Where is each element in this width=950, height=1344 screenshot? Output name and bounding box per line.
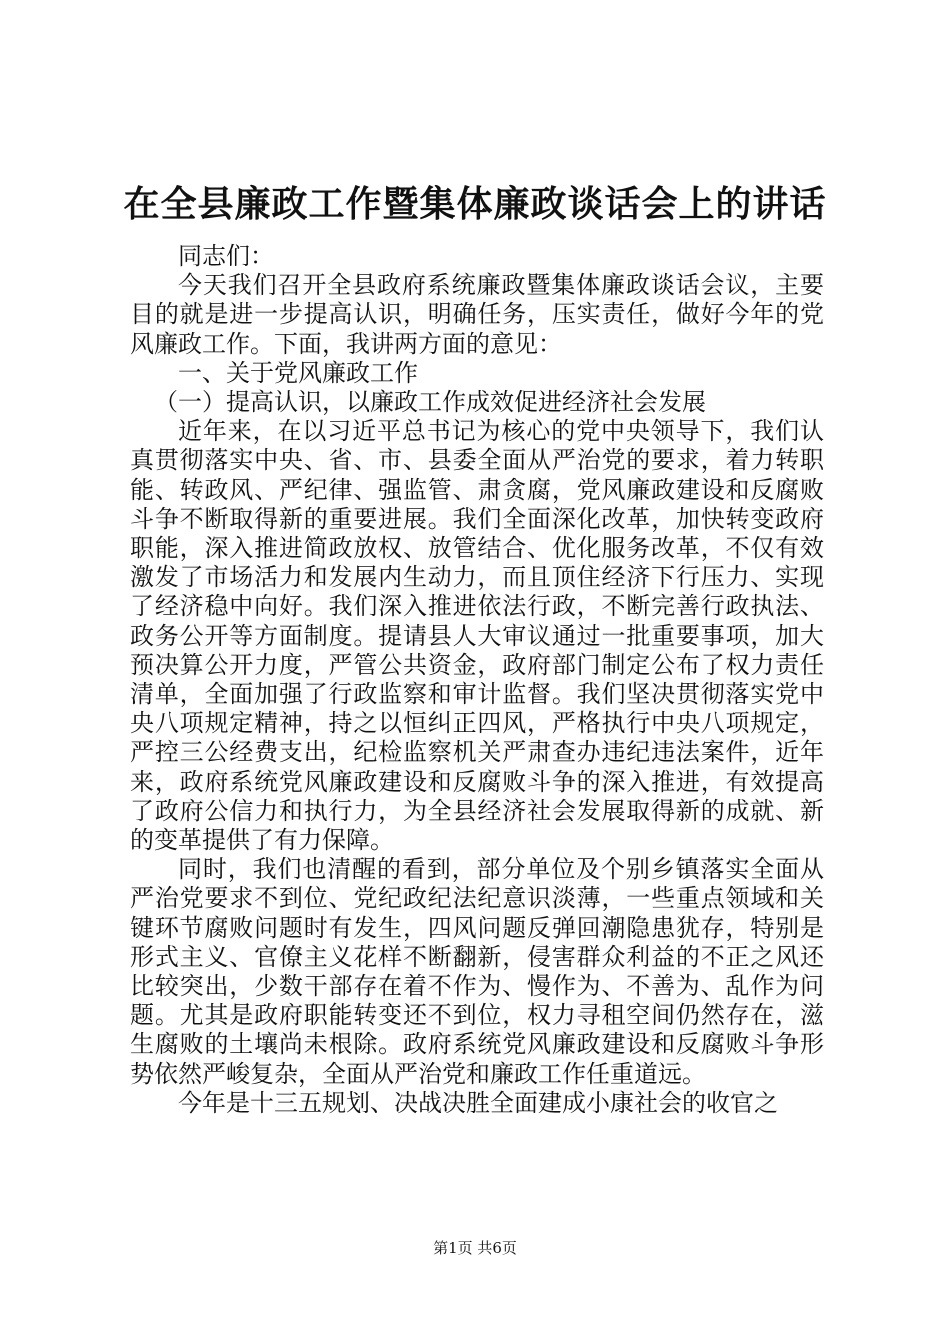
subsection-heading: （一）提高认识，以廉政工作成效促进经济社会发展: [154, 388, 706, 417]
paragraph-intro: 今天我们召开全县政府系统廉政暨集体廉政谈话会议，主要目的就是进一步提高认识，明确任务，压实责任，做好今年的党风廉政工作。下面，我讲两方面的意见：: [130, 271, 824, 358]
salutation: 同志们：: [178, 242, 274, 270]
section-heading: 一、关于党风廉政工作: [178, 358, 418, 387]
page-footer: 第1页 共6页: [433, 1239, 517, 1257]
paragraph-problems: 同时，我们也清醒的看到，部分单位及个别乡镇落实全面从严治党要求不到位、党纪政纪法纪意识淡薄，一些重点领域和关键环节腐败问题时有发生，四风问题反弹回潮隐患犹存，特别是形式主义、官僚主义花样不断翻新，侵害群众利益的不正之风还比较突出，少数干部存在着不作为、慢作为、不善为、乱作为问题。尤其是政府职能转变还不到位，权力寻租空间仍然存在，滋生腐败的土壤尚未根除。政府系统党风廉政建设和反腐败斗争形势依然严峻复杂，全面从严治党和廉政工作任重道远。: [130, 855, 824, 1088]
paragraph-this-year: 今年是十三五规划、决战决胜全面建成小康社会的收官之: [178, 1088, 778, 1117]
paragraph-achievements: 近年来，在以习近平总书记为核心的党中央领导下，我们认真贯彻落实中央、省、市、县委全面从严治党的要求，着力转职能、转政风、严纪律、强监管、肃贪腐，党风廉政建设和反腐败斗争不断取得新的重要进展。我们全面深化改革，加快转变政府职能，深入推进简政放权、放管结合、优化服务改革，不仅有效激发了市场活力和发展内生动力，而且顶住经济下行压力、实现了经济稳中向好。我们深入推进依法行政，不断完善行政执法、政务公开等方面制度。提请县人大审议通过一批重要事项，加大预决算公开力度，严管公共资金，政府部门制定公布了权力责任清单，全面加强了行政监察和审计监督。我们坚决贯彻落实党中央八项规定精神，持之以恒纠正四风，严格执行中央八项规定，严控三公经费支出，纪检监察机关严肃查办违纪违法案件，近年来，政府系统党风廉政建设和反腐败斗争的深入推进，有效提高了政府公信力和执行力，为全县经济社会发展取得新的成就、新的变革提供了有力保障。: [130, 417, 824, 855]
document-body: [130, 242, 824, 1118]
document-title: 在全县廉政工作暨集体廉政谈话会上的讲话: [123, 184, 827, 225]
